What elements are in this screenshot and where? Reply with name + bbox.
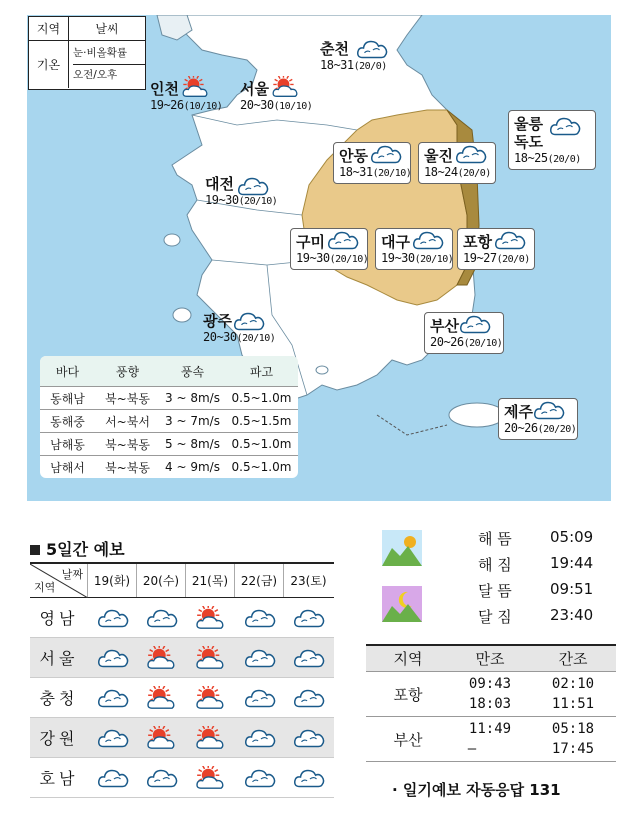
sun-cloud-icon xyxy=(186,598,235,637)
sun-cloud-icon xyxy=(137,678,186,717)
forecast-title-text: 5일간 예보 xyxy=(46,540,125,559)
sunrise-sunset-icon xyxy=(382,530,422,566)
sun-cloud-icon xyxy=(137,638,186,677)
city-label xyxy=(498,398,578,440)
corner-date-label: 날짜 xyxy=(61,568,83,581)
legend-ampm-label: 오전/오후 xyxy=(73,69,118,81)
sunset-time: 19:44 xyxy=(550,554,594,572)
city-temp: 19~30(20/10) xyxy=(205,193,278,207)
square-bullet-icon xyxy=(30,545,40,555)
sea-header-wind-dir: 풍향 xyxy=(115,364,140,379)
city-name: 광주 xyxy=(203,312,232,330)
forecast-header-row xyxy=(30,562,334,598)
sea-cell: 0.5~1.5m xyxy=(231,414,292,428)
city-label xyxy=(457,228,535,270)
tide-header-high: 만조 xyxy=(475,650,505,668)
cloud-icon xyxy=(370,143,402,169)
sun-cloud-icon xyxy=(137,718,186,757)
legend-precip-label: 눈·비올확률 xyxy=(73,43,145,65)
cloud-icon xyxy=(88,718,137,757)
tide-low-time: 17:45 xyxy=(551,741,595,757)
tide-high-time: 18:03 xyxy=(468,696,512,712)
forecast-region: 영남 xyxy=(39,609,79,628)
sea-cell: 3 ~ 8m/s xyxy=(165,391,220,405)
city-label xyxy=(205,175,277,207)
forecast-date: 21(목) xyxy=(186,564,235,597)
city-temp: 19~30(20/10) xyxy=(381,251,454,265)
cloud-icon xyxy=(284,638,333,677)
city-name: 인천 xyxy=(150,80,179,98)
cloud-icon xyxy=(412,229,444,255)
city-temp: 20~30(20/10) xyxy=(203,330,276,344)
cloud-icon xyxy=(533,399,565,425)
sea-cell: 0.5~1.0m xyxy=(231,391,292,405)
city-temp: 19~26(10/10) xyxy=(150,98,223,112)
table-row xyxy=(366,717,616,762)
forecast-date: 22(금) xyxy=(235,564,284,597)
city-name: 춘천 xyxy=(320,40,349,58)
cloud-icon xyxy=(235,718,284,757)
city-name: 울릉 독도 xyxy=(514,115,543,151)
city-name: 울진 xyxy=(424,147,453,165)
city-label xyxy=(424,312,504,354)
table-row xyxy=(30,678,334,718)
table-row xyxy=(30,638,334,678)
sea-cell: 3 ~ 7m/s xyxy=(165,414,220,428)
cloud-icon xyxy=(284,678,333,717)
tide-high-time: 09:43 xyxy=(468,676,512,692)
tide-high-time: 11:49 xyxy=(468,721,512,737)
map-legend xyxy=(28,16,146,90)
forecast-region: 충청 xyxy=(39,689,79,708)
city-temp: 20~30(10/10) xyxy=(240,98,313,112)
moonset-label: 달 짐 xyxy=(478,608,512,626)
auto-response-footer: · 일기예보 자동응답 131 xyxy=(392,781,561,799)
moonrise-time: 09:51 xyxy=(550,580,594,598)
cloud-icon xyxy=(88,638,137,677)
cloud-icon xyxy=(137,598,186,637)
city-name: 안동 xyxy=(339,147,368,165)
city-temp: 19~27(20/0) xyxy=(463,251,530,265)
moonrise-label: 달 뜸 xyxy=(478,582,512,600)
tide-header-low: 간조 xyxy=(558,650,588,668)
forecast-date: 19(화) xyxy=(88,564,137,597)
table-row xyxy=(40,432,298,455)
cloud-icon xyxy=(284,598,333,637)
sun-cloud-icon xyxy=(186,718,235,757)
moonset-time: 23:40 xyxy=(550,606,594,624)
cloud-icon xyxy=(88,598,137,637)
forecast-date: 20(수) xyxy=(137,564,186,597)
sunrise-label: 해 뜸 xyxy=(478,530,512,548)
city-name: 포항 xyxy=(463,233,492,251)
sea-cell: 북~북동 xyxy=(105,391,150,406)
cloud-icon xyxy=(284,758,333,797)
sea-table-header xyxy=(40,356,298,386)
cloud-icon xyxy=(327,229,359,255)
city-temp: 18~31(20/0) xyxy=(320,58,387,72)
cloud-icon xyxy=(494,229,526,255)
legend-region-label: 지역 xyxy=(29,17,69,40)
city-name: 구미 xyxy=(296,233,325,251)
city-name: 대구 xyxy=(381,233,410,251)
forecast-region: 강원 xyxy=(39,729,79,748)
cloud-icon xyxy=(235,678,284,717)
forecast-region: 호남 xyxy=(39,769,79,788)
cloud-icon xyxy=(455,143,487,169)
city-name: 제주 xyxy=(504,403,533,421)
city-label xyxy=(150,80,222,112)
city-name: 부산 xyxy=(430,317,459,335)
sea-header-sea: 바다 xyxy=(55,364,80,379)
tide-high-time: – xyxy=(467,741,477,757)
table-row xyxy=(30,718,334,758)
table-row xyxy=(40,386,298,409)
sea-cell: 서~북서 xyxy=(105,414,150,429)
city-label xyxy=(333,142,411,184)
tide-header-region: 지역 xyxy=(393,650,423,668)
tide-region: 포항 xyxy=(393,685,423,704)
city-temp: 20~26(20/20) xyxy=(504,421,577,435)
legend-temp-label: 기온 xyxy=(29,41,69,88)
sun-cloud-icon xyxy=(186,638,235,677)
city-label xyxy=(375,228,453,270)
city-label xyxy=(290,228,368,270)
table-row xyxy=(40,455,298,478)
table-row xyxy=(40,409,298,432)
forecast-title xyxy=(30,537,125,560)
city-label xyxy=(508,110,596,170)
sea-cell: 동해남 xyxy=(50,391,85,406)
forecast-date: 23(토) xyxy=(290,574,327,588)
city-name: 대전 xyxy=(205,175,234,193)
cloud-icon xyxy=(88,758,137,797)
sea-cell: 남해동 xyxy=(50,437,85,452)
legend-weather-label: 날씨 xyxy=(95,22,119,36)
city-temp: 18~31(20/10) xyxy=(339,165,412,179)
sunset-label: 해 짐 xyxy=(478,556,512,574)
city-label xyxy=(203,312,275,344)
table-row xyxy=(30,758,334,798)
sun-cloud-icon xyxy=(186,678,235,717)
sun-cloud-icon xyxy=(186,758,235,797)
sea-cell: 북~북동 xyxy=(105,460,150,475)
sea-cell: 5 ~ 8m/s xyxy=(165,437,220,451)
sea-cell: 0.5~1.0m xyxy=(231,460,292,474)
cloud-icon xyxy=(235,638,284,677)
tide-low-time: 05:18 xyxy=(551,721,595,737)
sea-cell: 남해서 xyxy=(50,460,85,475)
cloud-icon xyxy=(137,758,186,797)
cloud-icon xyxy=(459,313,491,339)
cloud-icon xyxy=(235,758,284,797)
sea-cell: 동해중 xyxy=(50,414,85,429)
city-temp: 20~26(20/10) xyxy=(430,335,503,349)
city-label xyxy=(320,40,387,72)
cloud-icon xyxy=(233,310,265,336)
city-name: 서울 xyxy=(240,80,269,98)
sea-condition-table xyxy=(40,356,298,478)
cloud-icon xyxy=(356,38,388,64)
city-label xyxy=(418,142,496,184)
cloud-icon xyxy=(284,718,333,757)
sun-cloud-icon xyxy=(180,76,212,102)
table-row xyxy=(30,598,334,638)
sun-cloud-icon xyxy=(270,76,302,102)
corner-region-label: 지역 xyxy=(34,581,56,594)
forecast-table xyxy=(30,562,334,798)
table-row xyxy=(366,672,616,717)
sea-header-wave: 파고 xyxy=(249,364,274,379)
sunrise-time: 05:09 xyxy=(550,528,594,546)
sea-header-wind-speed: 풍속 xyxy=(180,364,205,379)
city-label xyxy=(240,80,312,112)
city-temp: 18~24(20/0) xyxy=(424,165,491,179)
tide-header-row xyxy=(366,644,616,672)
sea-cell: 0.5~1.0m xyxy=(231,437,292,451)
tide-low-time: 11:51 xyxy=(551,696,595,712)
moonrise-moonset-icon xyxy=(382,586,422,622)
tide-region: 부산 xyxy=(393,730,423,749)
cloud-icon xyxy=(235,598,284,637)
cloud-icon xyxy=(88,678,137,717)
forecast-corner-cell xyxy=(30,564,88,597)
cloud-icon xyxy=(549,115,581,141)
tide-table xyxy=(366,644,616,762)
sea-cell: 4 ~ 9m/s xyxy=(165,460,220,474)
forecast-region: 서울 xyxy=(39,649,79,668)
city-temp: 18~25(20/0) xyxy=(514,151,581,165)
cloud-icon xyxy=(237,175,269,201)
city-temp: 19~30(20/10) xyxy=(296,251,369,265)
tide-low-time: 02:10 xyxy=(551,676,595,692)
sea-cell: 북~북동 xyxy=(105,437,150,452)
